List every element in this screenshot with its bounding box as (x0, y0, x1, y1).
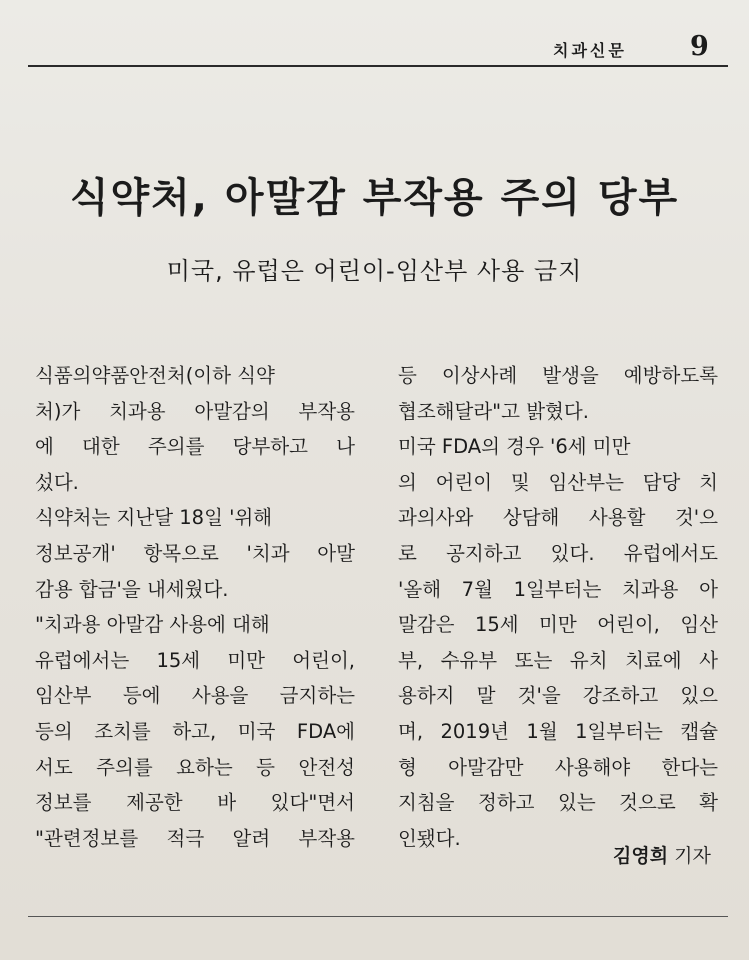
text-line: 말감은 15세 미만 어린이, 임산 (398, 613, 718, 637)
text-line: 감용 합금'을 내세웠다. (35, 577, 229, 601)
text-line: 처)가 치과용 아말감의 부작용 (35, 399, 355, 423)
article-subheadline: 미국, 유럽은 어린이-임산부 사용 금지 (166, 257, 583, 285)
text-line: "치과용 아말감 사용에 대해 (35, 613, 270, 637)
text-line: 에 대한 주의를 당부하고 나 (35, 435, 355, 459)
header-rule (28, 65, 728, 67)
text-line: 며, 2019년 1월 1일부터는 캡슐 (398, 719, 718, 743)
text-line: 협조해달라"고 밝혔다. (398, 399, 589, 423)
text-line: 정보공개' 항목으로 '치과 아말 (35, 541, 355, 565)
text-line: 임산부 등에 사용을 금지하는 (35, 684, 355, 708)
article-headline: 식약처, 아말감 부작용 주의 당부 (69, 175, 680, 221)
text-line: 의 어린이 및 임산부는 담당 치 (398, 470, 718, 494)
text-line: 식품의약품안전처(이하 식약 (35, 364, 275, 387)
text-line: 유럽에서는 15세 미만 어린이, (35, 648, 355, 672)
text-line: 섰다. (35, 470, 79, 494)
article-column-left (35, 358, 355, 856)
text-line: 인됐다. (398, 826, 461, 850)
publication-name: 치과신문 (553, 41, 627, 60)
article-column-right (398, 358, 718, 856)
text-line: 식약처는 지난달 18일 '위해 (35, 506, 273, 530)
text-line: 등 이상사례 발생을 예방하도록 (398, 364, 718, 387)
text-line: "관련정보를 적극 알려 부작용 (35, 826, 355, 850)
byline (613, 839, 711, 874)
text-line: 과의사와 상담해 사용할 것'으 (398, 506, 718, 530)
text-line: 부, 수유부 또는 유치 치료에 사 (398, 648, 718, 672)
text-line: 형 아말감만 사용해야 한다는 (398, 755, 718, 779)
byline-name: 김영희 (613, 845, 669, 867)
text-line: 서도 주의를 요하는 등 안전성 (35, 755, 355, 779)
byline-role: 기자 (674, 845, 711, 867)
text-line: 로 공지하고 있다. 유럽에서도 (398, 541, 718, 565)
text-line: 정보를 제공한 바 있다"면서 (35, 791, 355, 815)
text-line: 등의 조치를 하고, 미국 FDA에 (35, 719, 355, 743)
footer-rule (28, 916, 728, 917)
text-line: 지침을 정하고 있는 것으로 확 (398, 791, 718, 815)
text-line: 미국 FDA의 경우 '6세 미만 (398, 435, 631, 459)
page-number: 9 (690, 31, 709, 62)
text-line: 용하지 말 것'을 강조하고 있으 (398, 684, 718, 708)
text-line: '올해 7월 1일부터는 치과용 아 (398, 577, 718, 601)
